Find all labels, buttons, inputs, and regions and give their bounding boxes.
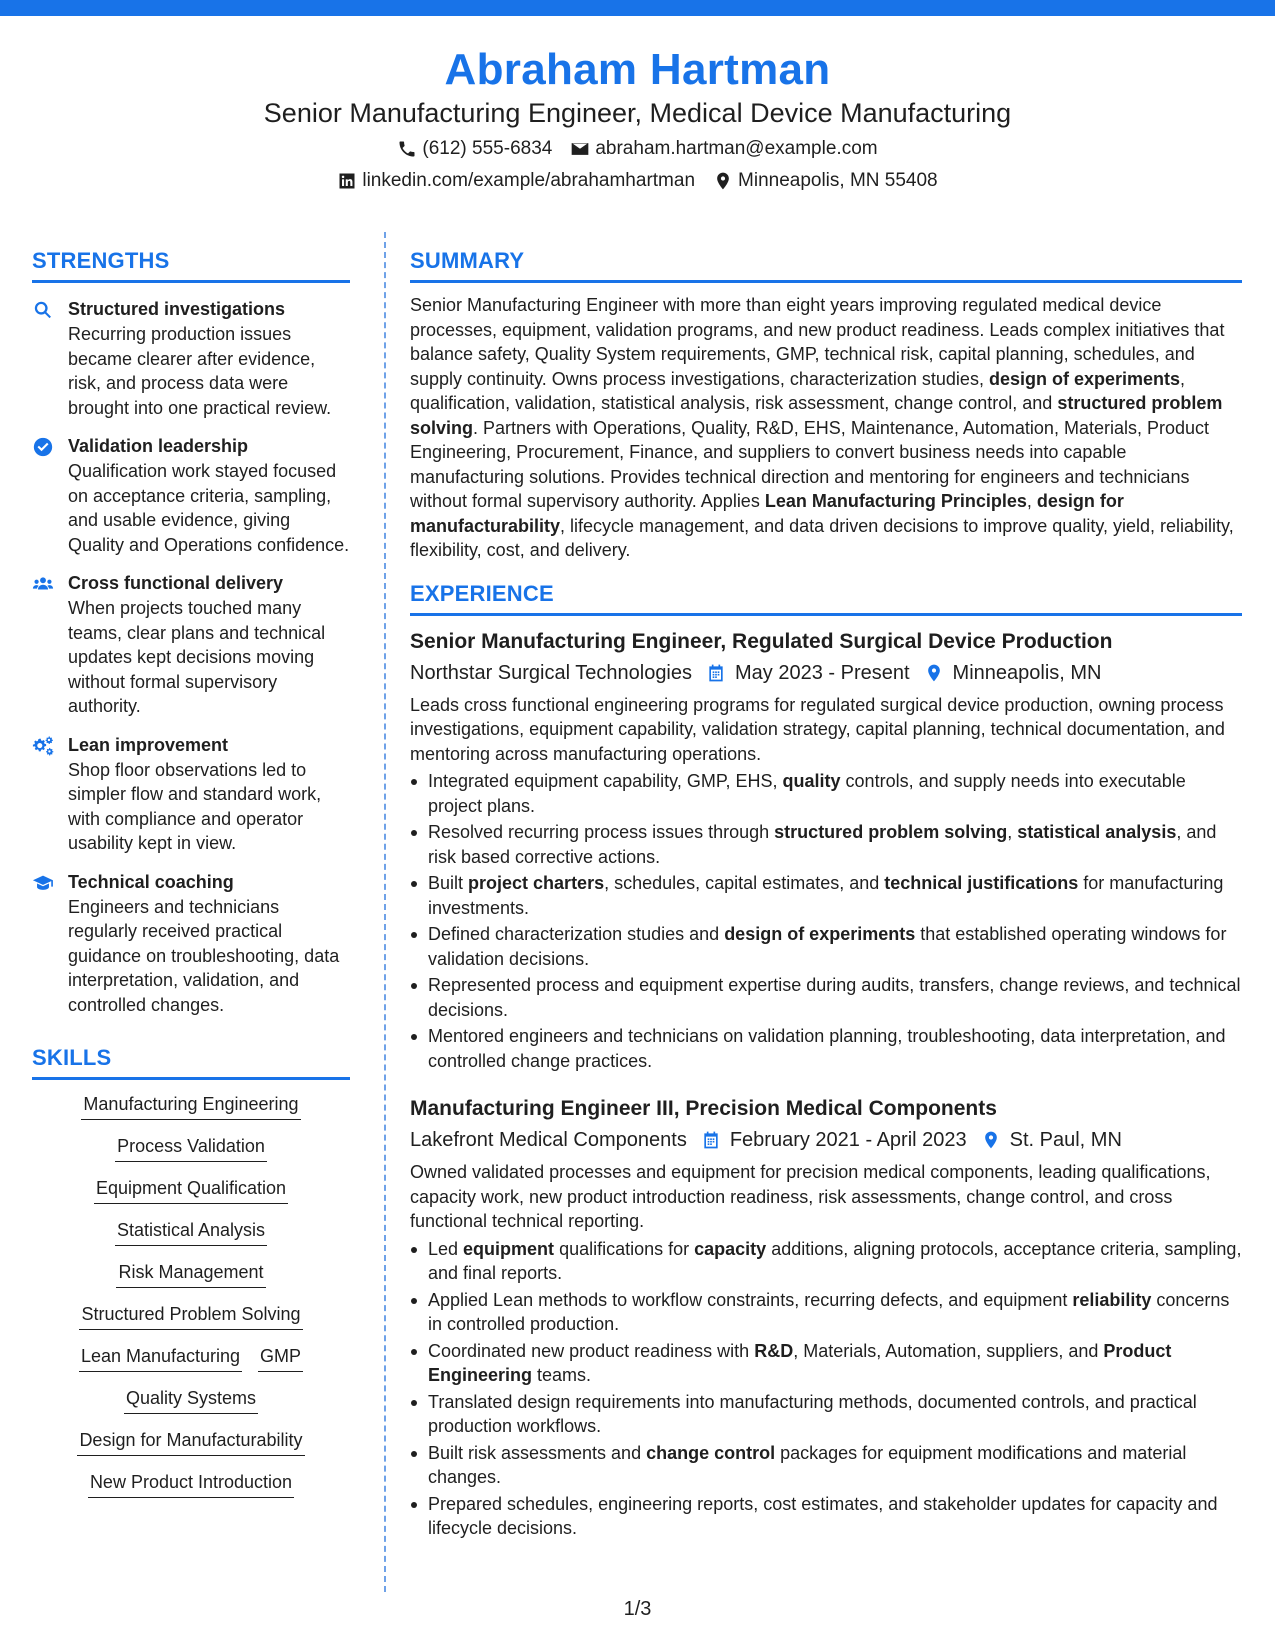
skill-tag: Lean Manufacturing (79, 1344, 242, 1372)
job-bullet: Applied Lean methods to workflow constraints, recurring defects, and equipment reliability concerns in controlled production. (410, 1288, 1242, 1337)
job-location: St. Paul, MN (1009, 1129, 1122, 1151)
job-bullet: Mentored engineers and technicians on validation planning, troubleshooting, data interpretation, and controlled change practices. (410, 1024, 1242, 1073)
envelope-icon (570, 139, 590, 159)
strength-item (32, 870, 350, 1018)
skill-tag: Structured Problem Solving (79, 1302, 302, 1330)
strength-desc: Engineers and technicians regularly received practical guidance on troubleshooting, data interpretation, validation, and controlled changes. (68, 896, 340, 1015)
job-bullets (410, 769, 1242, 1073)
phone-icon (397, 139, 417, 159)
experience-section (410, 579, 1242, 1541)
location-text: Minneapolis, MN 55408 (738, 170, 938, 191)
skill-tag: New Product Introduction (88, 1470, 294, 1498)
strength-title: Validation leadership (68, 436, 249, 456)
skill-tag: Process Validation (115, 1134, 267, 1162)
job-meta (410, 1126, 1242, 1154)
strength-title: Structured investigations (68, 299, 286, 319)
job-company: Lakefront Medical Components (410, 1129, 687, 1151)
page-number: 1/3 (623, 1598, 652, 1620)
left-column (32, 246, 350, 1512)
job-entry (410, 628, 1242, 1074)
job-meta (410, 659, 1242, 687)
skill-tag: Quality Systems (124, 1386, 258, 1414)
job-bullet: Built project charters, schedules, capital estimates, and technical justifications for manufacturing investments. (410, 871, 1242, 920)
right-column (410, 246, 1242, 1543)
job-description: Owned validated processes and equipment for precision medical components, leading qualifications, capacity work, new product introduction readiness, risk assessments, change control, and cross functional technical reporting. (410, 1162, 1211, 1231)
job-dates: May 2023 - Present (735, 661, 910, 684)
contact-phone[interactable] (397, 136, 552, 162)
job-bullets (410, 1237, 1242, 1541)
job-description: Leads cross functional engineering programs for regulated surgical device production, owning process investigations, equipment capability, validation strategy, capital planning, technical documentation, and mentoring across manufacturing operations. (410, 694, 1225, 764)
contact-row-2 (0, 168, 1275, 194)
phone-text: (612) 555-6834 (422, 138, 553, 159)
job-bullet: Defined characterization studies and design of experiments that established operating windows for validation decisions. (410, 922, 1242, 971)
job-bullet: Translated design requirements into manufacturing methods, documented controls, and practical production workflows. (410, 1390, 1242, 1439)
skill-tag: Risk Management (116, 1260, 265, 1288)
map-pin-icon (713, 171, 733, 191)
job-bullet: Prepared schedules, engineering reports, cost estimates, and stakeholder updates for capacity and lifecycle decisions. (410, 1492, 1242, 1541)
search-icon (32, 299, 54, 321)
column-divider (384, 232, 386, 1592)
summary-heading: SUMMARY (410, 246, 1242, 283)
resume-header (0, 44, 1275, 194)
check-circle-icon (32, 436, 54, 458)
strength-desc: When projects touched many teams, clear plans and technical updates kept decisions moving without formal supervisory authority. (68, 598, 326, 716)
strength-desc: Qualification work stayed focused on acceptance criteria, sampling, and usable evidence, giving Quality and Operations confidence. (68, 461, 350, 555)
linkedin-text: linkedin.com/example/abrahamhartman (362, 170, 696, 191)
job-title: Manufacturing Engineer III, Precision Medical Components (410, 1097, 997, 1120)
summary-text: Senior Manufacturing Engineer with more than eight years improving regulated medical device processes, equipment, validation programs, and new product readiness. Leads complex initiatives that balance safety, Quality System requirements, GMP, technical risk, capital planning, schedules, and supply continuity. Owns process investigations, characterization studies, design of experiments, qualification, validation, statistical analysis, risk assessment, change control, and structured problem solving. Partners with Operations, Quality, R&D, EHS, Maintenance, Automation, Materials, Product Engineering, Procurement, Finance, and suppliers to convert business needs into capable manufacturing solutions. Provides technical direction and mentoring for engineers and technicians without formal supervisory authority. Applies Lean Manufacturing Principles, design for manufacturability, lifecycle management, and data driven decisions to improve quality, yield, reliability, flexibility, cost, and delivery. (410, 295, 1234, 560)
strength-title: Lean improvement (68, 734, 229, 755)
map-pin-icon (924, 663, 944, 683)
strength-item (32, 733, 350, 856)
strength-title: Technical coaching (68, 871, 234, 892)
job-dates: February 2021 - April 2023 (729, 1129, 967, 1151)
job-entry (410, 1095, 1242, 1541)
map-pin-icon (981, 1130, 1001, 1150)
skill-tag: GMP (258, 1344, 303, 1372)
strength-item (32, 297, 350, 420)
strength-desc: Shop floor observations led to simpler flow and standard work, with compliance and operator usability kept in view. (68, 759, 322, 853)
job-bullet: Built risk assessments and change control packages for equipment modifications and material changes. (410, 1441, 1242, 1490)
job-title: Senior Manufacturing Engineer, Regulated Surgical Device Production (410, 629, 1113, 653)
contact-linkedin[interactable] (337, 168, 695, 194)
job-company: Northstar Surgical Technologies (410, 661, 693, 684)
skill-tag: Manufacturing Engineering (81, 1092, 300, 1120)
job-bullet: Resolved recurring process issues through structured problem solving, statistical analysis, and risk based corrective actions. (410, 820, 1242, 869)
skill-tag: Statistical Analysis (115, 1218, 267, 1246)
email-text: abraham.hartman@example.com (595, 138, 878, 159)
contact-location (713, 168, 938, 194)
strength-title: Cross functional delivery (68, 573, 284, 593)
strength-desc: Recurring production issues became clearer after evidence, risk, and process data were brought into one practical review. (68, 324, 332, 418)
skill-tag: Equipment Qualification (94, 1176, 288, 1204)
contact-row-1 (0, 136, 1275, 162)
top-accent-bar (0, 0, 1275, 16)
calendar-icon (701, 1130, 721, 1150)
skill-tag: Design for Manufacturability (77, 1428, 304, 1456)
gears-icon (32, 735, 54, 757)
experience-heading: EXPERIENCE (410, 579, 1242, 616)
strength-item (32, 434, 350, 557)
users-icon (32, 573, 54, 595)
skills-heading: SKILLS (32, 1043, 350, 1080)
strength-item (32, 571, 350, 719)
job-bullet: Coordinated new product readiness with R&D, Materials, Automation, suppliers, and Product Engineering teams. (410, 1339, 1242, 1388)
strengths-heading: STRENGTHS (32, 246, 350, 283)
skills-section (32, 1043, 350, 1512)
contact-email[interactable] (570, 136, 877, 162)
strengths-list (32, 297, 350, 1017)
job-location: Minneapolis, MN (952, 661, 1102, 684)
job-bullet: Led equipment qualifications for capacity additions, aligning protocols, acceptance criteria, sampling, and final reports. (410, 1237, 1242, 1286)
candidate-headline: Senior Manufacturing Engineer, Medical Device Manufacturing (263, 98, 1012, 128)
calendar-icon (706, 663, 726, 683)
job-bullet: Integrated equipment capability, GMP, EHS, quality controls, and supply needs into executable project plans. (410, 769, 1242, 818)
skills-list (32, 1092, 350, 1512)
candidate-name: Abraham Hartman (444, 45, 831, 94)
graduation-cap-icon (32, 872, 54, 894)
job-bullet: Represented process and equipment expertise during audits, transfers, change reviews, and technical decisions. (410, 973, 1242, 1022)
linkedin-icon (337, 171, 357, 191)
